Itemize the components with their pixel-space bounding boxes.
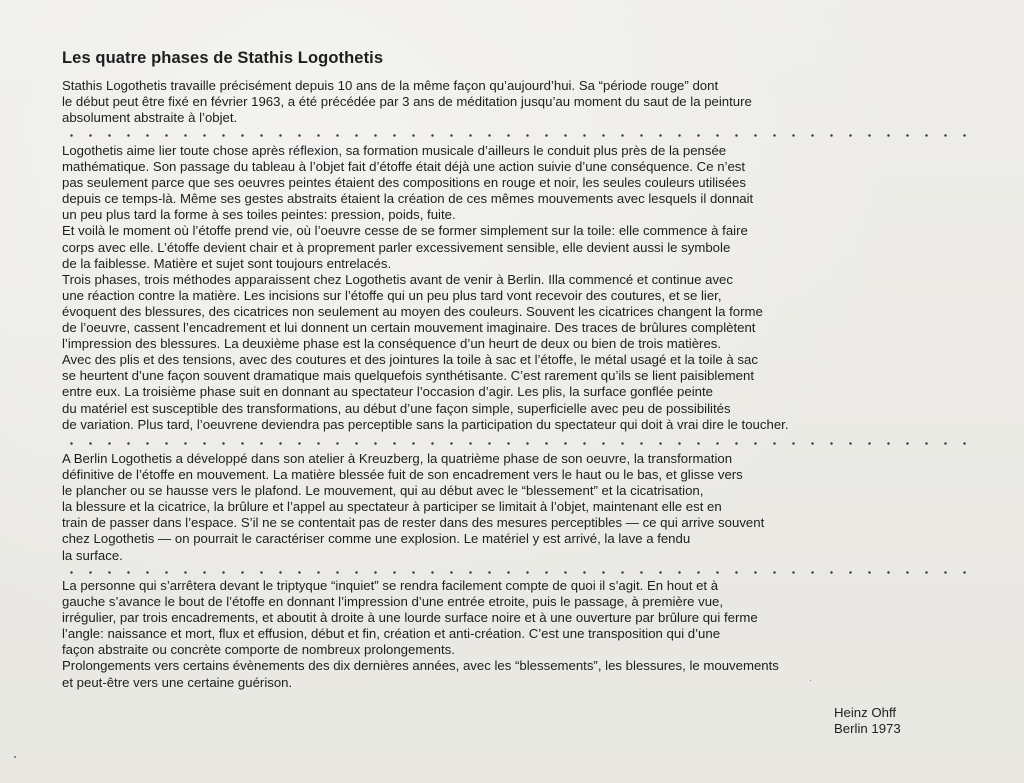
paper-speck — [810, 680, 811, 681]
text-line: évoquent des blessures, des cicatrices non seulement au moyen des couleurs. Souvent les cicatrices changent la forme — [62, 303, 763, 319]
dotted-separator — [62, 134, 976, 137]
text-line: se heurtent d’une façon souvent dramatique mais quelquefois synthétisante. C’est rarement qu’ils se lient paisiblement — [62, 368, 755, 384]
text-line: du matériel est susceptible des transformations, au début d’une façon simple, superficielle avec peu de possibilités — [62, 400, 731, 416]
text-line: chez Logothetis — on pourrait le caractériser comme une explosion. Le matériel y est arrivé, la lave a fendu — [62, 531, 691, 547]
text-line: mathématique. Son passage du tableau à l’objet fait d’étoffe était déjà une action suivie d’une conséquence. Ce n’est — [62, 159, 746, 175]
text-line: absolument abstraite à l’objet. — [62, 110, 238, 126]
paragraph-phases — [62, 143, 982, 433]
text-line: depuis ce temps-là. Même ses gestes abstraits étaient la création de ces mêmes mouvements avec lesquels il donnait — [62, 191, 754, 207]
dotted-separator — [62, 442, 976, 445]
text-line: un peu plus tard la forme à ses toiles peintes: pression, poids, fuite. — [62, 207, 456, 223]
text-line: le plancher ou se hausse vers le plafond. Le mouvement, qui au début avec le “blessement” et la cicatrisation, — [62, 483, 704, 499]
paragraph-intro — [62, 78, 982, 126]
text-line: entre eux. La troisième phase suit en donnant au spectateur l’occasion d’agir. Les plis, la surface gonflée peinte — [62, 384, 713, 400]
paragraph-triptyque — [62, 578, 982, 691]
text-line: Trois phases, trois méthodes apparaissent chez Logothetis avant de venir à Berlin. Illa commencé et continue avec — [62, 271, 733, 287]
text-line: La personne qui s’arrêtera devant le triptyque “inquiet” se rendra facilement compte de quoi il s’agit. En hout et à — [62, 578, 719, 593]
text-line: Stathis Logothetis travaille précisément depuis 10 ans de la même façon qu’aujourd’hui. Sa “période rouge” dont — [62, 78, 719, 93]
text-line: de variation. Plus tard, l’oeuvrene deviendra pas perceptible sans la participation du spectateur qui doit à vrai dire le toucher. — [62, 416, 789, 432]
signature-block — [834, 705, 901, 737]
paper-speck — [14, 756, 16, 758]
text-line: l’impression des blessures. La deuxième phase est la conséquence d’un heurt de deux ou bien de trois matières. — [62, 336, 722, 352]
text-line: façon abstraite ou concrète comporte de nombreux prolongements. — [62, 642, 455, 658]
text-line: Prolongements vers certains évènements des dix dernières années, avec les “blessements”, les blessures, le mouvements — [62, 658, 779, 674]
document-title: Les quatre phases de Stathis Logothetis — [62, 49, 384, 67]
text-line: le début peut être fixé en février 1963, a été précédée par 3 ans de méditation jusqu’au moment du saut de la peinture — [62, 94, 752, 110]
author-name: Heinz Ohff — [834, 705, 897, 720]
text-line: définitive de l’étoffe en mouvement. La matière blessée fuit de son encadrement vers le haut ou le bas, et glisse vers — [62, 467, 743, 483]
text-line: de l’oeuvre, cassent l’encadrement et lui donnent un certain mouvement imaginaire. Des traces de brûlures complètent — [62, 320, 756, 336]
text-line: corps avec elle. L’étoffe devient chair et à proprement parler excessivement sensible, elle devient aussi le symbole — [62, 239, 731, 255]
text-line: l’angle: naissance et mort, flux et effusion, début et fin, création et anti-création. C’est une transposition qui d’une — [62, 626, 721, 642]
text-line: irrégulier, par trois encadrements, et aboutit à droite à une lourde surface noire et à une ouverture par brûlure qui ferme — [62, 610, 758, 626]
text-line: A Berlin Logothetis a développé dans son atelier à Kreuzberg, la quatrième phase de son oeuvre, la transformation — [62, 451, 733, 466]
text-line: Et voilà le moment où l’étoffe prend vie, où l’oeuvre cesse de se former simplement sur la toile: elle commence à faire — [62, 223, 748, 239]
text-line: gauche s’avance le bout de l’étoffe en donnant l’impression d’une entrée etroite, puis le passage, à première vue, — [62, 594, 724, 610]
text-line: train de passer dans l’espace. S’il ne se contentait pas de rester dans des mesures perceptibles — ce qui arrive souvent — [62, 515, 765, 531]
paragraph-berlin — [62, 451, 982, 564]
text-line: la surface. — [62, 547, 123, 563]
text-line: de la faiblesse. Matière et sujet sont toujours entrelacés. — [62, 255, 392, 271]
text-line: et peut-être vers une certaine guérison. — [62, 674, 293, 690]
text-line: la blessure et la cicatrice, la brûlure et l’appel au spectateur à participer se limitait à l’objet, maintenant elle est en — [62, 499, 722, 515]
dotted-separator — [62, 571, 976, 574]
text-line: Logothetis aime lier toute chose après réflexion, sa formation musicale d’ailleurs le conduit plus près de la pensée — [62, 143, 727, 158]
text-line: Avec des plis et des tensions, avec des coutures et des jointures la toile à sac et l’étoffe, le métal usagé et la toile à sac — [62, 352, 758, 368]
text-line: une réaction contre la matière. Les incisions sur l’étoffe qui un peu plus tard vont recevoir des coutures, et se lier, — [62, 287, 722, 303]
text-line: pas seulement parce que ses oeuvres peintes étaient des compositions en rouge et noir, les seules couleurs utilisées — [62, 175, 746, 191]
place-date: Berlin 1973 — [834, 721, 901, 736]
